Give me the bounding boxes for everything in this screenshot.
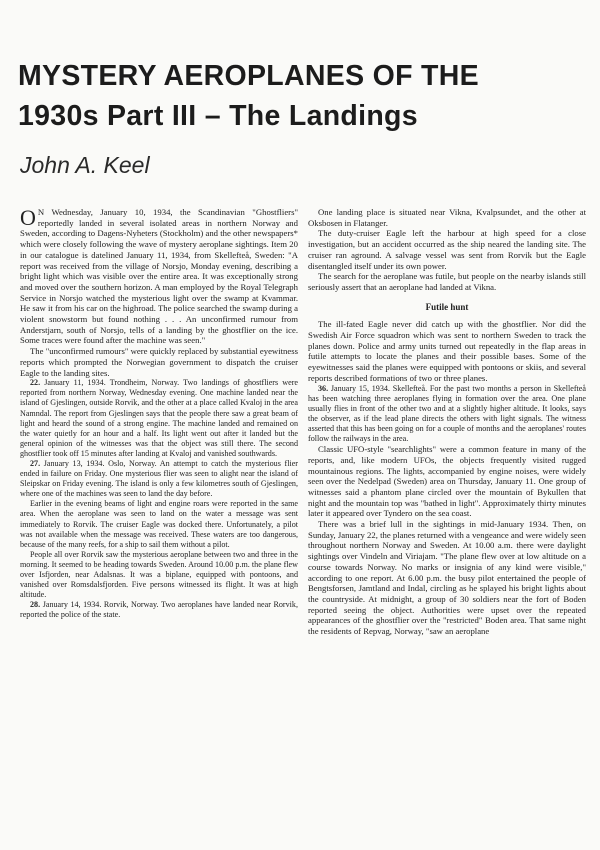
catalogue-item-number: 28. xyxy=(30,600,41,610)
paragraph xyxy=(308,207,586,228)
right-text-column xyxy=(308,207,586,837)
paragraph xyxy=(20,459,298,499)
paragraph-text: January 13, 1934. Oslo, Norway. An attempt to catch the mysterious flier ended in failure on Friday. One mysterious flier was seen to alight near the island of Sleipskar on Friday evening. The island is only a few kilometres south of Gjeslingen, where one of the machines was seen to land the day before. xyxy=(20,459,298,499)
paragraph xyxy=(308,228,586,271)
article-title xyxy=(18,56,588,136)
paragraph-text: Earlier in the evening beams of light and engine roars were reported in the same area. When the aeroplane was seen to land on the water a message was sent immediately to Rorvik. The cruiser Eagle was docked there. Unfortunately, a pilot was not available when the message was received. These waters are too dangerous, because of the many reefs, for a ship to sail them without a pilot. xyxy=(20,499,298,549)
catalogue-item-number: 27. xyxy=(30,459,41,468)
paragraph xyxy=(20,378,298,459)
paragraph-text: Classic UFO-style "searchlights" were a common feature in many of the reports, and, like modern UFOs, the objects frequently visited rugged mountainous regions. The lights, accompanied by engine noises, were widely seen over the Nedelpad (Sweden) area on Thursday, January 11. One group of witnesses said a phantom plane circled over the mountain of Bykullen that night and the mountain top was "bathed in light". Approximately thirty minutes later it appeared over Tyndero on the sea coast. xyxy=(308,444,586,519)
title-line-2: 1930s Part III – The Landings xyxy=(18,100,418,132)
paragraph xyxy=(20,346,298,378)
drop-cap: O xyxy=(20,207,36,230)
paragraph-text: The "unconfirmed rumours" were quickly replaced by substantial eyewitness reports which prompted the Norwegian government to dispatch the cruiser Eagle to the landing sites. xyxy=(20,346,298,378)
paragraph-text: January 11, 1934. Trondheim, Norway. Two landings of ghostfliers were reported from northern Norway, Wednesday evening. One machine landed near the island of Gjeslingen, outside Rorvik, and the other at a place called Kvaloj in the area Namndal. The report from Gjeslingen says that the people there saw a great beam of light and heard the sound of a strong engine. The machine landed and remained on the water quietly for an hour and a half. Its light went out after it landed but the general opinion of the witnesses was that the object was still there. The second ghostflier took off 15 minutes after landing at Kvaloj and vanished southwards. xyxy=(20,378,298,458)
paragraph-text: The ill-fated Eagle never did catch up with the ghostflier. Nor did the Swedish Air Force squadron which was sent to northern Sweden to track the planes down. Police and army units turned out repeatedly in the flap areas in futile attempts to locate the planes and their possible bases. Some of the eyewitnesses said the planes were equipped with pontoons or skiis, and several reports described formations of two or three planes. xyxy=(308,319,586,383)
catalogue-item-number: 22. xyxy=(30,378,41,388)
paragraph-text: N Wednesday, January 10, 1934, the Scandinavian "Ghostfliers" reportedly landed in several isolated areas in northern Norway and Sweden, according to Dagens-Nyheters (Stockholm) and the other newspapers* which were closely following the wave of mystery aeroplane sightings. Item 20 in our catalogue is datelined January 11, 1934, from Skellefteå, Sweden: "A report was received from the village of Norsjo, Monday evening, describing a bright light which was visible over the entire area. It was exceptionally strong and moved over the southern horizon. A man employed by the Royal Telegraph Service in Norsjo watched the mysterious light over the swamp at Kvammar. He saw it from his car on the highroad. The police searched the swamp during a violent snowstorm but found nothing . . . An unconfirmed rumour from Anderstjarn, south of Norsjo, tells of a landing by the ghostflier on the ice. Some traces were found after the machine was seen." xyxy=(20,207,298,346)
title-line-1: MYSTERY AEROPLANES OF THE xyxy=(18,60,479,92)
paragraph xyxy=(308,384,586,445)
paragraph xyxy=(20,600,298,620)
paragraph-text: January 15, 1934. Skellefteå. For the past two months a person in Skellefteå has been watching three aeroplanes flying in formation over the area. One plane usually flies in front of the other two and at a slightly higher altitude. It looks, says the observer, as if the lead plane directs the others with light signals. The witness asserted that this has been going on for a couple of months and the aeroplanes' routes follow the railways in the area. xyxy=(308,383,586,444)
paragraph-text: January 14, 1934. Rorvik, Norway. Two aeroplanes have landed near Rorvik, reported the police of the state. xyxy=(20,600,298,620)
section-heading: Futile hunt xyxy=(425,301,469,312)
paragraph xyxy=(308,319,586,383)
paragraph xyxy=(308,444,586,519)
paragraph-text: People all over Rorvik saw the mysterious aeroplane between two and three in the morning. It seemed to be heading towards Sweden. Around 10.00 p.m. the plane flew over Isfjorden, near Adalsnas. It was a biplane, equipped with pontoons, and vanished over Romsdalsfjorden. Five persons witnessed its flight. It was at high altitude. xyxy=(20,549,298,600)
paragraph-text: The search for the aeroplane was futile, but people on the nearby islands still seriously assert that an aeroplane had landed at Vikna. xyxy=(308,271,586,292)
paragraph xyxy=(308,271,586,292)
paragraph-text: There was a brief lull in the sightings in mid-January 1934. Then, on Sunday, January 22, the planes returned with a vengeance and were widely seen throughout northern Norway and Sweden. At 10.00 a.m. there were daylight sightings over Vindeln and Viriajam. "The plane flew over at low altitude on a course towards Norway. No marks or insignia of any kind were visible," according to one report. At 6.00 p.m. the busy pilot entertained the people of Bengtsforsen, Jamtland and Indal, circling as he splayed his bright lights about the countryside. At midnight, a group of 30 soldiers near the fort of Boden reported seeing the object. Authorities were upset over the repeated appearances of the ghostflier over the "restricted" Boden area. That same night the residents of Repvag, Norway, "saw an aeroplane xyxy=(308,519,586,637)
paragraph xyxy=(308,519,586,637)
catalogue-item-number: 36. xyxy=(318,383,329,393)
paragraph-text: The duty-cruiser Eagle left the harbour at high speed for a close investigation, but an accident occurred as the ship neared the landing site. The cruiser ran aground. A salvage vessel was sent from Rorvik but the Eagle disentangled itself under its own power. xyxy=(308,228,586,271)
left-text-column xyxy=(20,207,298,837)
paragraph xyxy=(20,550,298,600)
paragraph-text: One landing place is situated near Vikna, Kvalpsundet, and the other at Oksbosen in Flatanger. xyxy=(308,207,586,228)
paragraph xyxy=(20,499,298,549)
author-byline: John A. Keel xyxy=(20,152,150,178)
paragraph xyxy=(20,207,298,346)
